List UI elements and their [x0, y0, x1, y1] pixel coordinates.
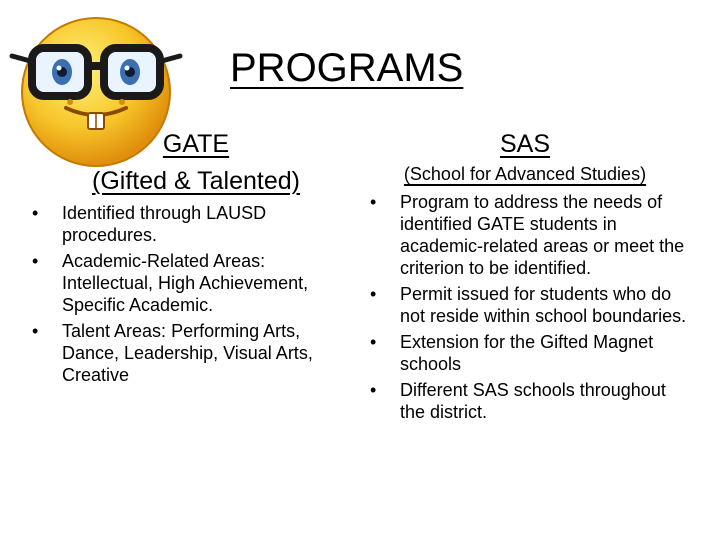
list-item: • Identified through LAUSD procedures. — [22, 202, 322, 246]
list-item: • Program to address the needs of identified GATE students in academic-related areas or meet the criterion to be identified. — [360, 191, 690, 279]
sas-list — [360, 191, 690, 427]
list-item: • Permit issued for students who do not reside within school boundaries. — [360, 283, 690, 327]
list-item: • Extension for the Gifted Magnet schools — [360, 331, 690, 375]
sas-heading: SAS — [499, 130, 551, 158]
gate-list — [22, 202, 322, 390]
sas-subheading: (School for Advanced Studies) — [403, 164, 647, 184]
page-title: PROGRAMS — [230, 46, 464, 90]
gate-subheading: (Gifted & Talented) — [92, 167, 300, 195]
list-item: • Different SAS schools throughout the district. — [360, 379, 690, 423]
list-item: • Academic-Related Areas: Intellectual, High Achievement, Specific Academic. — [22, 250, 322, 316]
list-item: • Talent Areas: Performing Arts, Dance, Leadership, Visual Arts, Creative — [22, 320, 322, 386]
gate-heading: GATE — [162, 130, 230, 158]
